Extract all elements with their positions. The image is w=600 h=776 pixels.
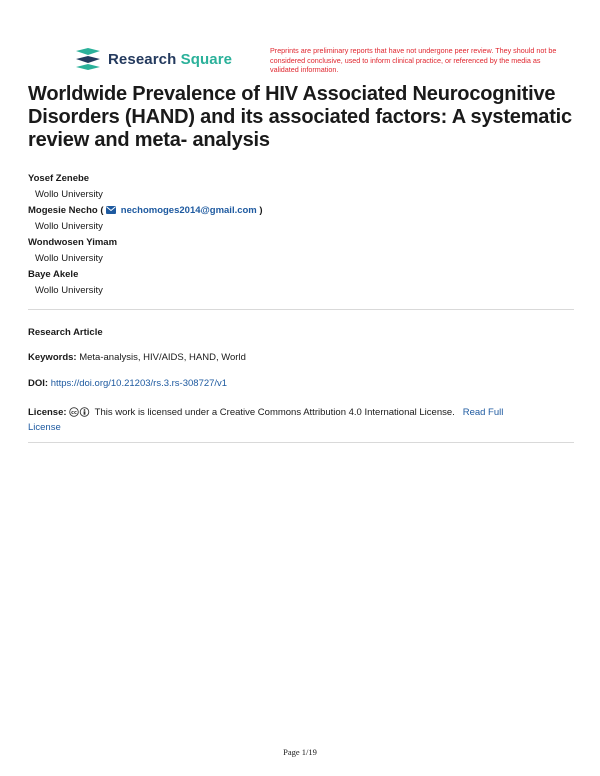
logo-word-square: Square (180, 50, 233, 68)
author-email-link[interactable]: nechomoges2014@gmail.com (120, 205, 257, 216)
svg-text:cc: cc (71, 411, 78, 416)
license-row (28, 405, 574, 435)
page-number: Page 1/19 (283, 747, 317, 757)
preprint-notice: Preprints are preliminary reports that have not undergone peer review. They should not be considered conclusive, used to inform clinical practice, or referenced by the media as validated information. (270, 46, 557, 75)
author-entry (28, 203, 576, 235)
author-affiliation: Wollo University (35, 221, 103, 232)
license-text: This work is licensed under a Creative Commons Attribution 4.0 International License. (94, 407, 455, 418)
email-bracket-open: ( (100, 205, 104, 216)
paper-title: Worldwide Prevalence of HIV Associated Neurocognitive Disorders (HAND) and its associated factors: A systematic review and meta- analysis (28, 83, 572, 151)
logo-wordmark (108, 51, 232, 68)
envelope-icon (106, 206, 116, 214)
doi-link[interactable]: https://doi.org/10.21203/rs.3.rs-308727/v1 (50, 378, 228, 389)
doi-row (28, 376, 574, 391)
license-label: License: (28, 407, 67, 418)
author-affiliation: Wollo University (35, 285, 103, 296)
author-list (28, 171, 576, 299)
author-affiliation: Wollo University (35, 189, 103, 200)
keywords-label: Keywords: (28, 352, 77, 363)
article-type (28, 325, 574, 340)
article-type-label: Research Article (28, 327, 103, 338)
doi-label: DOI: (28, 378, 49, 389)
creative-commons-icon (69, 407, 90, 417)
author-entry (28, 267, 576, 299)
email-bracket-close: ) (259, 205, 263, 216)
author-entry (28, 235, 576, 267)
logo-word-research: Research (108, 50, 177, 68)
author-name: Mogesie Necho (28, 205, 98, 216)
author-affiliation: Wollo University (35, 253, 103, 264)
read-full-license-link[interactable]: Read Full (462, 407, 504, 418)
divider (28, 309, 574, 310)
keywords-value: Meta-analysis, HIV/AIDS, HAND, World (79, 352, 246, 363)
author-name: Wondwosen Yimam (28, 237, 118, 248)
read-full-license-link-cont[interactable]: License (28, 422, 61, 433)
research-square-logo-icon (74, 47, 102, 71)
author-name-with-email (28, 203, 576, 219)
author-name: Yosef Zenebe (28, 173, 90, 184)
author-name: Baye Akele (28, 269, 79, 280)
author-entry (28, 171, 576, 203)
keywords-row (28, 350, 574, 365)
divider (28, 442, 574, 443)
research-square-logo[interactable] (74, 47, 232, 71)
